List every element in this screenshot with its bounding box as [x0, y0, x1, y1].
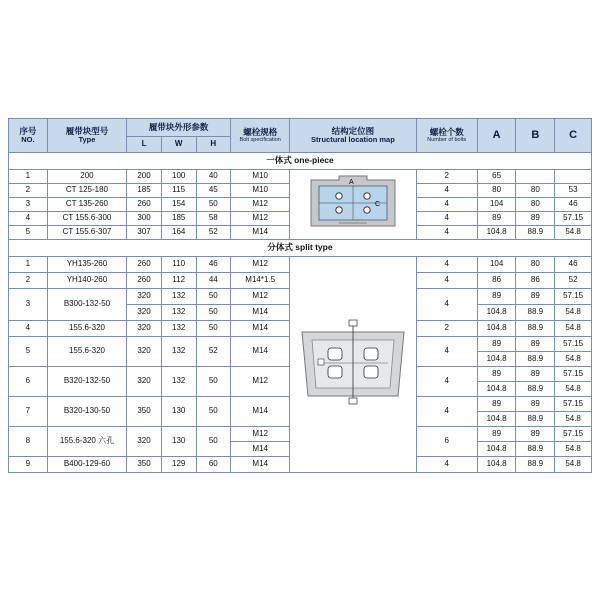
- one-piece-map: [290, 170, 416, 240]
- svg-text:A: A: [348, 179, 354, 187]
- table-cell: 320: [127, 321, 162, 337]
- table-cell: M14: [231, 442, 290, 457]
- table-cell: 320: [127, 367, 162, 397]
- table-cell: 86: [477, 273, 516, 289]
- table-cell: 155.6-320: [47, 321, 127, 337]
- table-cell: [555, 170, 592, 184]
- table-cell: 50: [196, 367, 231, 397]
- table-cell: 50: [196, 427, 231, 457]
- table-cell: 89: [477, 427, 516, 442]
- table-cell: 2: [416, 170, 477, 184]
- split-type-map: [290, 257, 416, 473]
- table-cell: 57.15: [555, 337, 592, 352]
- table-cell: 54.8: [555, 457, 592, 473]
- table-cell: 4: [416, 226, 477, 240]
- table-cell: 6: [416, 427, 477, 457]
- table-cell: 86: [516, 273, 555, 289]
- table-cell: 155.6-320 六孔: [47, 427, 127, 457]
- header-label: 螺栓个数: [429, 126, 464, 137]
- table-cell: 1: [9, 170, 48, 184]
- table-cell: 115: [161, 184, 196, 198]
- table-cell: 46: [555, 257, 592, 273]
- table-cell: 132: [161, 289, 196, 305]
- table-cell: 88.9: [516, 352, 555, 367]
- table-cell: 1: [9, 257, 48, 273]
- spec-table: [8, 118, 592, 473]
- table-cell: M14: [231, 226, 290, 240]
- table-cell: 104.8: [477, 457, 516, 473]
- table-cell: 54.8: [555, 412, 592, 427]
- table-cell: 54.8: [555, 382, 592, 397]
- col-map: [290, 119, 416, 153]
- header-label: Bolt specification: [239, 137, 281, 144]
- table-cell: 89: [516, 367, 555, 382]
- table-cell: YH140-260: [47, 273, 127, 289]
- table-cell: 89: [516, 397, 555, 412]
- table-cell: 104: [477, 198, 516, 212]
- table-cell: 52: [196, 337, 231, 367]
- table-cell: 57.15: [555, 289, 592, 305]
- table-cell: 4: [416, 184, 477, 198]
- table-cell: M12: [231, 212, 290, 226]
- table-cell: 104.8: [477, 352, 516, 367]
- table-cell: 54.8: [555, 352, 592, 367]
- table-cell: 65: [477, 170, 516, 184]
- table-cell: 53: [555, 184, 592, 198]
- svg-text:C: C: [374, 201, 380, 209]
- table-cell: 300: [127, 212, 162, 226]
- table-cell: CT 155.6-307: [47, 226, 127, 240]
- table-cell: 185: [127, 184, 162, 198]
- table-cell: B320-130-50: [47, 397, 127, 427]
- col-bolt: [231, 119, 290, 153]
- table-cell: 4: [9, 321, 48, 337]
- table-cell: 9: [9, 457, 48, 473]
- table-cell: 4: [416, 367, 477, 397]
- table-cell: 132: [161, 305, 196, 321]
- table-row: [9, 257, 592, 273]
- table-cell: 350: [127, 397, 162, 427]
- col-count: [416, 119, 477, 153]
- table-cell: 8: [9, 427, 48, 457]
- table-cell: 89: [477, 367, 516, 382]
- table-cell: 50: [196, 397, 231, 427]
- table-cell: 88.9: [516, 382, 555, 397]
- table-cell: 104: [477, 257, 516, 273]
- table-cell: 7: [9, 397, 48, 427]
- table-cell: 80: [516, 198, 555, 212]
- table-cell: B400-129-60: [47, 457, 127, 473]
- table-cell: 154: [161, 198, 196, 212]
- table-cell: 52: [555, 273, 592, 289]
- table-cell: M12: [231, 367, 290, 397]
- header-label: 序号: [19, 125, 37, 136]
- table-cell: 320: [127, 337, 162, 367]
- col-b: B: [516, 119, 555, 153]
- table-cell: 4: [416, 273, 477, 289]
- col-h: H: [196, 137, 231, 153]
- header-label: Structural location map: [311, 135, 395, 145]
- table-cell: 132: [161, 367, 196, 397]
- table-cell: YH135-260: [47, 257, 127, 273]
- table-cell: 110: [161, 257, 196, 273]
- one-piece-structure-icon: [305, 172, 401, 234]
- table-cell: 60: [196, 457, 231, 473]
- table-cell: M12: [231, 257, 290, 273]
- table-cell: 164: [161, 226, 196, 240]
- table-cell: 89: [516, 427, 555, 442]
- table-cell: 320: [127, 305, 162, 321]
- col-l: L: [127, 137, 162, 153]
- table-cell: 80: [516, 184, 555, 198]
- table-cell: 54.8: [555, 442, 592, 457]
- table-cell: M12: [231, 198, 290, 212]
- header-label: 结构定位图: [331, 125, 375, 136]
- table-cell: CT 125-180: [47, 184, 127, 198]
- header-label: 螺栓规格: [243, 126, 278, 137]
- table-cell: 54.8: [555, 226, 592, 240]
- table-cell: 4: [416, 457, 477, 473]
- table-cell: 46: [555, 198, 592, 212]
- col-a: A: [477, 119, 516, 153]
- table-cell: 112: [161, 273, 196, 289]
- col-w: W: [161, 137, 196, 153]
- table-cell: 89: [516, 212, 555, 226]
- table-cell: 104.8: [477, 412, 516, 427]
- col-c: C: [555, 119, 592, 153]
- table-cell: 5: [9, 337, 48, 367]
- table-cell: 89: [516, 289, 555, 305]
- table-cell: M12: [231, 289, 290, 305]
- table-cell: 132: [161, 321, 196, 337]
- table-cell: 88.9: [516, 321, 555, 337]
- table-cell: 6: [9, 367, 48, 397]
- table-cell: 50: [196, 198, 231, 212]
- table-cell: 5: [9, 226, 48, 240]
- table-cell: 4: [416, 198, 477, 212]
- table-cell: 155.6-320: [47, 337, 127, 367]
- table-cell: 3: [9, 289, 48, 321]
- table-cell: M10: [231, 184, 290, 198]
- col-type: [47, 119, 127, 153]
- table-cell: 54.8: [555, 321, 592, 337]
- table-cell: 88.9: [516, 305, 555, 321]
- table-cell: 45: [196, 184, 231, 198]
- table-cell: M14: [231, 337, 290, 367]
- table-cell: 320: [127, 289, 162, 305]
- table-cell: 104.8: [477, 382, 516, 397]
- table-cell: 260: [127, 257, 162, 273]
- table-cell: 3: [9, 198, 48, 212]
- table-cell: 260: [127, 198, 162, 212]
- table-cell: 200: [47, 170, 127, 184]
- table-cell: 104.8: [477, 226, 516, 240]
- table-cell: 129: [161, 457, 196, 473]
- header-label: Type: [78, 135, 96, 145]
- table-cell: 57.15: [555, 397, 592, 412]
- header-label: NO.: [21, 135, 35, 145]
- table-cell: 320: [127, 427, 162, 457]
- header-label: 履带块外形参数: [148, 121, 209, 132]
- table-cell: CT 155.6-300: [47, 212, 127, 226]
- table-cell: 4: [416, 212, 477, 226]
- table-cell: M14*1.5: [231, 273, 290, 289]
- table-cell: CT 135-260: [47, 198, 127, 212]
- table-cell: 89: [477, 397, 516, 412]
- table-cell: 4: [416, 337, 477, 367]
- table-cell: 130: [161, 427, 196, 457]
- table-cell: 4: [9, 212, 48, 226]
- table-cell: 132: [161, 337, 196, 367]
- table-cell: 104.8: [477, 321, 516, 337]
- header-label: Number of bolts: [427, 137, 467, 144]
- table-cell: 185: [161, 212, 196, 226]
- table-cell: 200: [127, 170, 162, 184]
- table-cell: 104.8: [477, 305, 516, 321]
- table-cell: 89: [477, 337, 516, 352]
- table-cell: 57.15: [555, 427, 592, 442]
- table-cell: 50: [196, 289, 231, 305]
- table-cell: 260: [127, 273, 162, 289]
- header-label: 履带块型号: [65, 125, 109, 136]
- table-cell: 2: [416, 321, 477, 337]
- table-cell: 88.9: [516, 442, 555, 457]
- table-cell: 104.8: [477, 442, 516, 457]
- table-row: [9, 170, 592, 184]
- table-cell: 89: [477, 289, 516, 305]
- table-cell: 2: [9, 184, 48, 198]
- table-cell: 89: [477, 212, 516, 226]
- section-split-type: 分体式 split type: [9, 240, 592, 257]
- table-cell: M14: [231, 397, 290, 427]
- col-dims: [127, 119, 231, 137]
- table-cell: 307: [127, 226, 162, 240]
- table-cell: 50: [196, 305, 231, 321]
- table-cell: 350: [127, 457, 162, 473]
- table-cell: M10: [231, 170, 290, 184]
- section-one-piece: 一体式 one-piece: [9, 153, 592, 170]
- table-cell: 52: [196, 226, 231, 240]
- table-cell: 88.9: [516, 412, 555, 427]
- split-structure-icon: [298, 318, 408, 408]
- table-cell: 80: [477, 184, 516, 198]
- table-cell: 89: [516, 337, 555, 352]
- table-cell: 88.9: [516, 226, 555, 240]
- table-cell: 40: [196, 170, 231, 184]
- table-cell: M14: [231, 457, 290, 473]
- table-cell: 46: [196, 257, 231, 273]
- table-cell: 44: [196, 273, 231, 289]
- table-cell: B320-132-50: [47, 367, 127, 397]
- table-cell: M14: [231, 305, 290, 321]
- table-cell: M14: [231, 321, 290, 337]
- table-cell: 54.8: [555, 305, 592, 321]
- table-cell: 4: [416, 397, 477, 427]
- table-cell: 130: [161, 397, 196, 427]
- table-cell: 80: [516, 257, 555, 273]
- table-cell: 100: [161, 170, 196, 184]
- table-cell: [516, 170, 555, 184]
- table-cell: 4: [416, 289, 477, 321]
- table-cell: 57.15: [555, 367, 592, 382]
- col-no: [9, 119, 48, 153]
- table-cell: 58: [196, 212, 231, 226]
- table-cell: B300-132-50: [47, 289, 127, 321]
- table-cell: 2: [9, 273, 48, 289]
- table-cell: 50: [196, 321, 231, 337]
- table-cell: 88.9: [516, 457, 555, 473]
- table-cell: M12: [231, 427, 290, 442]
- table-cell: 57.15: [555, 212, 592, 226]
- table-cell: 4: [416, 257, 477, 273]
